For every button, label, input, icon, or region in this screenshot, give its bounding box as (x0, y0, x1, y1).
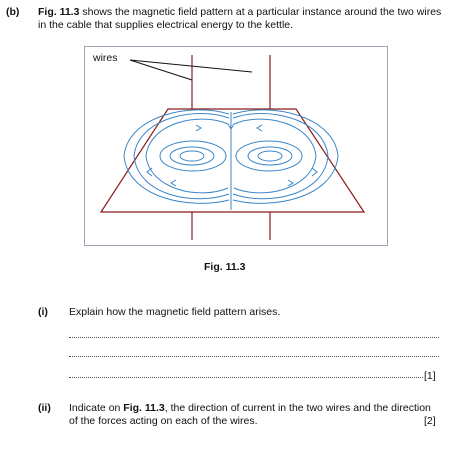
answer-line-2[interactable] (69, 356, 439, 357)
answer-line-3[interactable] (69, 377, 423, 378)
wires-label: wires (93, 52, 118, 64)
part-ii-text-b: , the direction of current in the two wires and the direction of the forces acting on each of the wires. (69, 402, 431, 427)
figure-caption: Fig. 11.3 (204, 261, 246, 273)
part-i-question: Explain how the magnetic field pattern arises. (69, 306, 281, 318)
fig-reference: Fig. 11.3 (38, 6, 80, 18)
part-ii-question (69, 402, 441, 428)
part-ii-fig-ref: Fig. 11.3 (123, 402, 165, 414)
field-plane (101, 109, 364, 212)
answer-line-1[interactable] (69, 337, 439, 338)
part-b-label: (b) (6, 6, 20, 18)
part-i-mark: [1] (424, 370, 436, 382)
part-ii-mark: [2] (424, 415, 436, 427)
part-i-label: (i) (38, 306, 48, 318)
part-ii-label: (ii) (38, 402, 51, 414)
part-ii-text-a: Indicate on (69, 402, 124, 414)
intro-text: shows the magnetic field pattern at a particular instance around the two wires in the cable that supplies electrical energy to the kettle. (38, 6, 442, 31)
